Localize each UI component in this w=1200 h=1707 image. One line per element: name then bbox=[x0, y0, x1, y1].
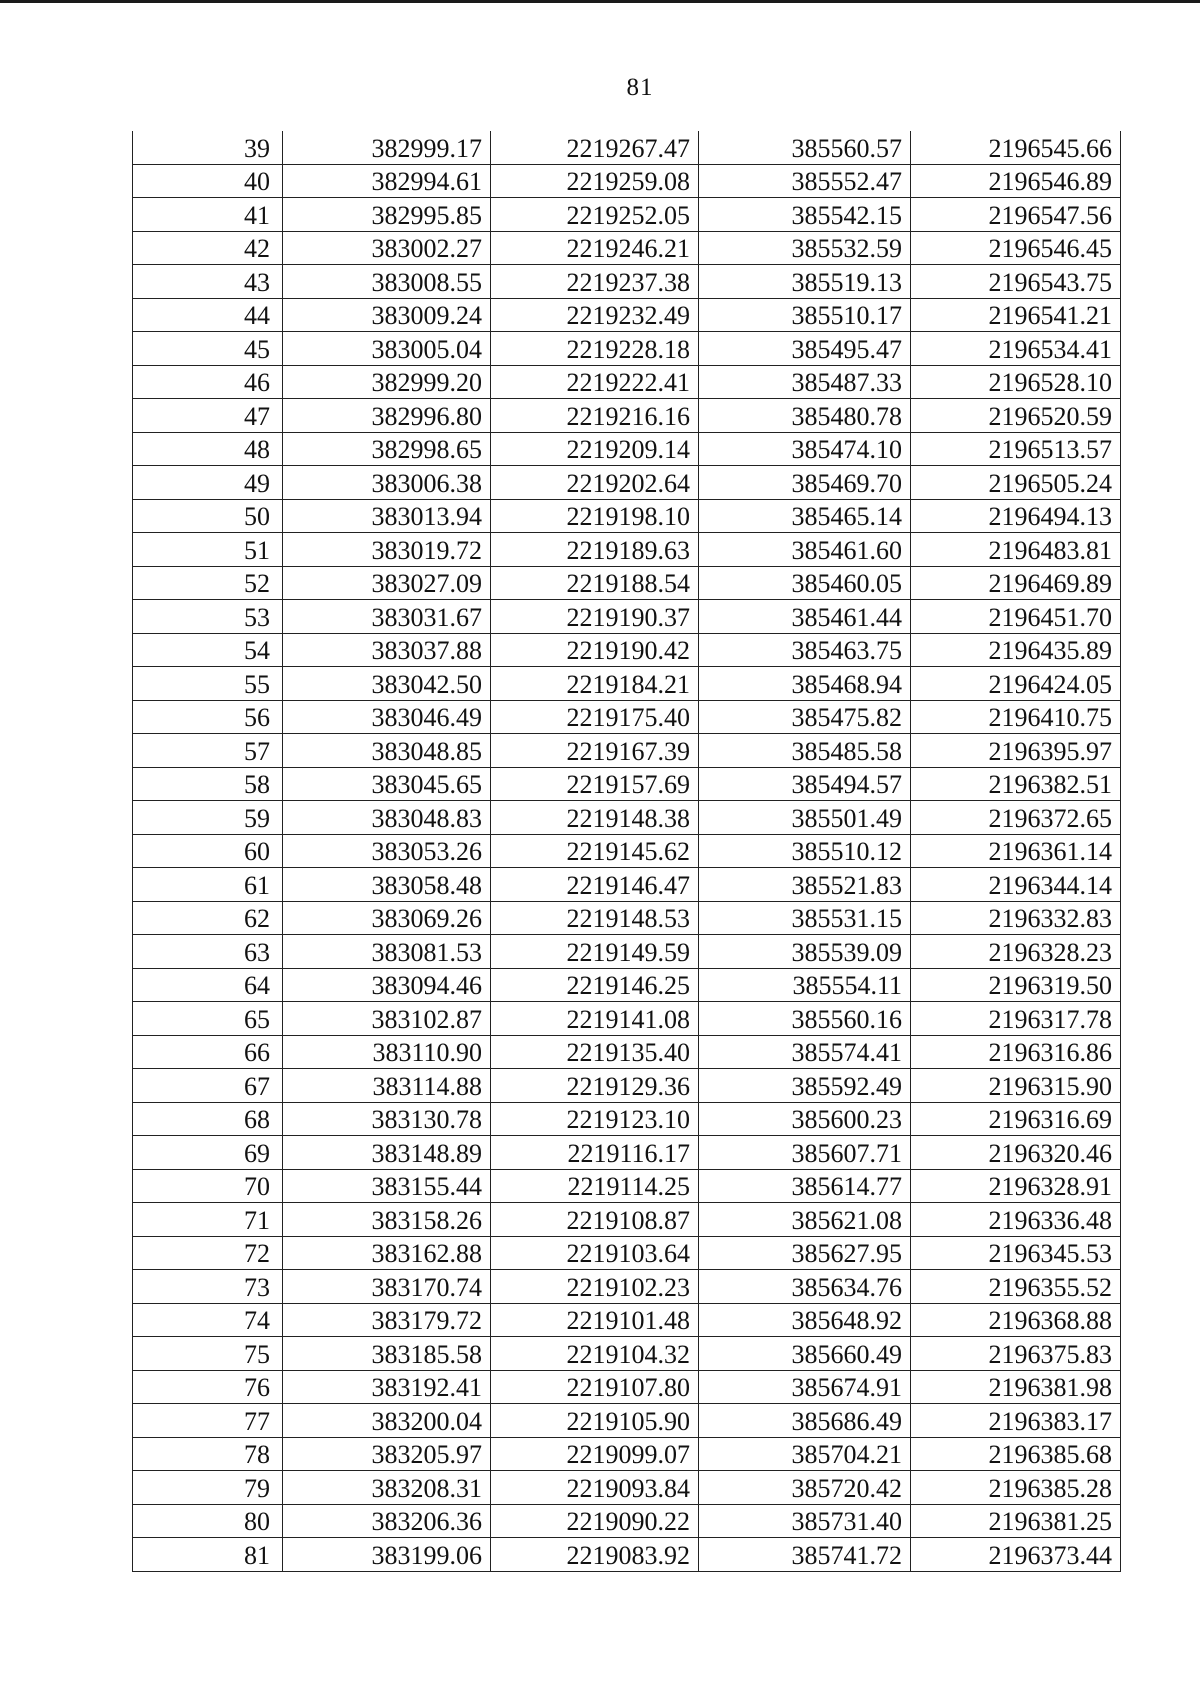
point-number-cell: 61 bbox=[133, 868, 283, 902]
y2-coordinate-cell: 2196328.23 bbox=[911, 935, 1121, 969]
x2-coordinate-cell: 385468.94 bbox=[699, 667, 911, 701]
x1-coordinate-cell: 383114.88 bbox=[283, 1069, 491, 1103]
x2-coordinate-cell: 385704.21 bbox=[699, 1437, 911, 1471]
y2-coordinate-cell: 2196361.14 bbox=[911, 834, 1121, 868]
x1-coordinate-cell: 383110.90 bbox=[283, 1035, 491, 1069]
y2-coordinate-cell: 2196469.89 bbox=[911, 566, 1121, 600]
y2-coordinate-cell: 2196381.25 bbox=[911, 1504, 1121, 1538]
point-number-cell: 67 bbox=[133, 1069, 283, 1103]
point-number-cell: 42 bbox=[133, 231, 283, 265]
table-row bbox=[133, 1002, 1121, 1036]
y2-coordinate-cell: 2196332.83 bbox=[911, 901, 1121, 935]
point-number-cell: 71 bbox=[133, 1203, 283, 1237]
y2-coordinate-cell: 2196385.68 bbox=[911, 1437, 1121, 1471]
x2-coordinate-cell: 385487.33 bbox=[699, 365, 911, 399]
page-top-edge bbox=[0, 0, 1200, 3]
y1-coordinate-cell: 2219141.08 bbox=[491, 1002, 699, 1036]
y1-coordinate-cell: 2219114.25 bbox=[491, 1169, 699, 1203]
point-number-cell: 45 bbox=[133, 332, 283, 366]
table-row bbox=[133, 499, 1121, 533]
x1-coordinate-cell: 383130.78 bbox=[283, 1102, 491, 1136]
y2-coordinate-cell: 2196528.10 bbox=[911, 365, 1121, 399]
point-number-cell: 48 bbox=[133, 432, 283, 466]
y1-coordinate-cell: 2219145.62 bbox=[491, 834, 699, 868]
x2-coordinate-cell: 385560.57 bbox=[699, 131, 911, 164]
table-row bbox=[133, 633, 1121, 667]
point-number-cell: 52 bbox=[133, 566, 283, 600]
y2-coordinate-cell: 2196410.75 bbox=[911, 700, 1121, 734]
table-row bbox=[133, 365, 1121, 399]
y1-coordinate-cell: 2219222.41 bbox=[491, 365, 699, 399]
x2-coordinate-cell: 385521.83 bbox=[699, 868, 911, 902]
x2-coordinate-cell: 385741.72 bbox=[699, 1538, 911, 1572]
x2-coordinate-cell: 385731.40 bbox=[699, 1504, 911, 1538]
point-number-cell: 53 bbox=[133, 600, 283, 634]
x1-coordinate-cell: 382994.61 bbox=[283, 164, 491, 198]
x1-coordinate-cell: 383037.88 bbox=[283, 633, 491, 667]
y2-coordinate-cell: 2196368.88 bbox=[911, 1303, 1121, 1337]
table-row bbox=[133, 901, 1121, 935]
point-number-cell: 81 bbox=[133, 1538, 283, 1572]
x1-coordinate-cell: 383094.46 bbox=[283, 968, 491, 1002]
table-row bbox=[133, 1404, 1121, 1438]
y2-coordinate-cell: 2196545.66 bbox=[911, 131, 1121, 164]
y1-coordinate-cell: 2219228.18 bbox=[491, 332, 699, 366]
point-number-cell: 54 bbox=[133, 633, 283, 667]
point-number-cell: 55 bbox=[133, 667, 283, 701]
x2-coordinate-cell: 385495.47 bbox=[699, 332, 911, 366]
y2-coordinate-cell: 2196513.57 bbox=[911, 432, 1121, 466]
table-row bbox=[133, 298, 1121, 332]
y1-coordinate-cell: 2219146.25 bbox=[491, 968, 699, 1002]
x1-coordinate-cell: 383042.50 bbox=[283, 667, 491, 701]
x1-coordinate-cell: 383005.04 bbox=[283, 332, 491, 366]
y2-coordinate-cell: 2196520.59 bbox=[911, 399, 1121, 433]
x1-coordinate-cell: 383058.48 bbox=[283, 868, 491, 902]
x2-coordinate-cell: 385501.49 bbox=[699, 801, 911, 835]
table-row bbox=[133, 198, 1121, 232]
point-number-cell: 77 bbox=[133, 1404, 283, 1438]
table-row bbox=[133, 1270, 1121, 1304]
y1-coordinate-cell: 2219149.59 bbox=[491, 935, 699, 969]
y2-coordinate-cell: 2196344.14 bbox=[911, 868, 1121, 902]
x1-coordinate-cell: 383179.72 bbox=[283, 1303, 491, 1337]
point-number-cell: 41 bbox=[133, 198, 283, 232]
y1-coordinate-cell: 2219103.64 bbox=[491, 1236, 699, 1270]
y1-coordinate-cell: 2219090.22 bbox=[491, 1504, 699, 1538]
y2-coordinate-cell: 2196483.81 bbox=[911, 533, 1121, 567]
y1-coordinate-cell: 2219146.47 bbox=[491, 868, 699, 902]
y2-coordinate-cell: 2196541.21 bbox=[911, 298, 1121, 332]
x1-coordinate-cell: 383048.85 bbox=[283, 734, 491, 768]
y1-coordinate-cell: 2219246.21 bbox=[491, 231, 699, 265]
y1-coordinate-cell: 2219107.80 bbox=[491, 1370, 699, 1404]
y2-coordinate-cell: 2196534.41 bbox=[911, 332, 1121, 366]
y1-coordinate-cell: 2219101.48 bbox=[491, 1303, 699, 1337]
table-row bbox=[133, 801, 1121, 835]
table-row bbox=[133, 1136, 1121, 1170]
x2-coordinate-cell: 385686.49 bbox=[699, 1404, 911, 1438]
x1-coordinate-cell: 383205.97 bbox=[283, 1437, 491, 1471]
x2-coordinate-cell: 385600.23 bbox=[699, 1102, 911, 1136]
point-number-cell: 51 bbox=[133, 533, 283, 567]
x2-coordinate-cell: 385554.11 bbox=[699, 968, 911, 1002]
y1-coordinate-cell: 2219198.10 bbox=[491, 499, 699, 533]
table-row bbox=[133, 767, 1121, 801]
y1-coordinate-cell: 2219209.14 bbox=[491, 432, 699, 466]
x2-coordinate-cell: 385480.78 bbox=[699, 399, 911, 433]
y2-coordinate-cell: 2196375.83 bbox=[911, 1337, 1121, 1371]
y2-coordinate-cell: 2196451.70 bbox=[911, 600, 1121, 634]
coordinate-table bbox=[132, 131, 1121, 1572]
table-row bbox=[133, 164, 1121, 198]
point-number-cell: 75 bbox=[133, 1337, 283, 1371]
x1-coordinate-cell: 383170.74 bbox=[283, 1270, 491, 1304]
y1-coordinate-cell: 2219190.42 bbox=[491, 633, 699, 667]
x1-coordinate-cell: 383081.53 bbox=[283, 935, 491, 969]
x2-coordinate-cell: 385627.95 bbox=[699, 1236, 911, 1270]
y1-coordinate-cell: 2219189.63 bbox=[491, 533, 699, 567]
y2-coordinate-cell: 2196385.28 bbox=[911, 1471, 1121, 1505]
y1-coordinate-cell: 2219188.54 bbox=[491, 566, 699, 600]
y2-coordinate-cell: 2196336.48 bbox=[911, 1203, 1121, 1237]
x2-coordinate-cell: 385648.92 bbox=[699, 1303, 911, 1337]
point-number-cell: 64 bbox=[133, 968, 283, 1002]
x2-coordinate-cell: 385621.08 bbox=[699, 1203, 911, 1237]
table-row bbox=[133, 1337, 1121, 1371]
y2-coordinate-cell: 2196547.56 bbox=[911, 198, 1121, 232]
x2-coordinate-cell: 385465.14 bbox=[699, 499, 911, 533]
x2-coordinate-cell: 385519.13 bbox=[699, 265, 911, 299]
point-number-cell: 72 bbox=[133, 1236, 283, 1270]
y2-coordinate-cell: 2196328.91 bbox=[911, 1169, 1121, 1203]
point-number-cell: 47 bbox=[133, 399, 283, 433]
table-row bbox=[133, 600, 1121, 634]
y1-coordinate-cell: 2219148.38 bbox=[491, 801, 699, 835]
x2-coordinate-cell: 385494.57 bbox=[699, 767, 911, 801]
x2-coordinate-cell: 385720.42 bbox=[699, 1471, 911, 1505]
x1-coordinate-cell: 383027.09 bbox=[283, 566, 491, 600]
x1-coordinate-cell: 382998.65 bbox=[283, 432, 491, 466]
y2-coordinate-cell: 2196383.17 bbox=[911, 1404, 1121, 1438]
x2-coordinate-cell: 385592.49 bbox=[699, 1069, 911, 1103]
y1-coordinate-cell: 2219123.10 bbox=[491, 1102, 699, 1136]
y2-coordinate-cell: 2196494.13 bbox=[911, 499, 1121, 533]
x1-coordinate-cell: 383019.72 bbox=[283, 533, 491, 567]
x2-coordinate-cell: 385560.16 bbox=[699, 1002, 911, 1036]
x2-coordinate-cell: 385485.58 bbox=[699, 734, 911, 768]
x2-coordinate-cell: 385463.75 bbox=[699, 633, 911, 667]
x2-coordinate-cell: 385531.15 bbox=[699, 901, 911, 935]
y2-coordinate-cell: 2196505.24 bbox=[911, 466, 1121, 500]
x2-coordinate-cell: 385532.59 bbox=[699, 231, 911, 265]
point-number-cell: 68 bbox=[133, 1102, 283, 1136]
table-row bbox=[133, 466, 1121, 500]
x1-coordinate-cell: 383002.27 bbox=[283, 231, 491, 265]
table-row bbox=[133, 566, 1121, 600]
point-number-cell: 63 bbox=[133, 935, 283, 969]
table-row bbox=[133, 332, 1121, 366]
x1-coordinate-cell: 383208.31 bbox=[283, 1471, 491, 1505]
y1-coordinate-cell: 2219232.49 bbox=[491, 298, 699, 332]
point-number-cell: 46 bbox=[133, 365, 283, 399]
y2-coordinate-cell: 2196435.89 bbox=[911, 633, 1121, 667]
x1-coordinate-cell: 383200.04 bbox=[283, 1404, 491, 1438]
y2-coordinate-cell: 2196315.90 bbox=[911, 1069, 1121, 1103]
y2-coordinate-cell: 2196381.98 bbox=[911, 1370, 1121, 1404]
x1-coordinate-cell: 383199.06 bbox=[283, 1538, 491, 1572]
y2-coordinate-cell: 2196345.53 bbox=[911, 1236, 1121, 1270]
x2-coordinate-cell: 385634.76 bbox=[699, 1270, 911, 1304]
y1-coordinate-cell: 2219102.23 bbox=[491, 1270, 699, 1304]
x2-coordinate-cell: 385461.44 bbox=[699, 600, 911, 634]
y1-coordinate-cell: 2219175.40 bbox=[491, 700, 699, 734]
table-row bbox=[133, 868, 1121, 902]
y1-coordinate-cell: 2219167.39 bbox=[491, 734, 699, 768]
y2-coordinate-cell: 2196316.86 bbox=[911, 1035, 1121, 1069]
table-row bbox=[133, 533, 1121, 567]
table-row bbox=[133, 1504, 1121, 1538]
coordinate-table-body bbox=[133, 131, 1121, 1571]
table-row bbox=[133, 1471, 1121, 1505]
table-row bbox=[133, 935, 1121, 969]
y1-coordinate-cell: 2219252.05 bbox=[491, 198, 699, 232]
x2-coordinate-cell: 385510.12 bbox=[699, 834, 911, 868]
point-number-cell: 80 bbox=[133, 1504, 283, 1538]
point-number-cell: 73 bbox=[133, 1270, 283, 1304]
x1-coordinate-cell: 383031.67 bbox=[283, 600, 491, 634]
y2-coordinate-cell: 2196546.89 bbox=[911, 164, 1121, 198]
table-row bbox=[133, 131, 1121, 164]
x1-coordinate-cell: 382999.20 bbox=[283, 365, 491, 399]
point-number-cell: 66 bbox=[133, 1035, 283, 1069]
y1-coordinate-cell: 2219148.53 bbox=[491, 901, 699, 935]
x1-coordinate-cell: 383148.89 bbox=[283, 1136, 491, 1170]
point-number-cell: 62 bbox=[133, 901, 283, 935]
y2-coordinate-cell: 2196373.44 bbox=[911, 1538, 1121, 1572]
x1-coordinate-cell: 383206.36 bbox=[283, 1504, 491, 1538]
x1-coordinate-cell: 383048.83 bbox=[283, 801, 491, 835]
x1-coordinate-cell: 383045.65 bbox=[283, 767, 491, 801]
x2-coordinate-cell: 385539.09 bbox=[699, 935, 911, 969]
y1-coordinate-cell: 2219116.17 bbox=[491, 1136, 699, 1170]
x1-coordinate-cell: 383155.44 bbox=[283, 1169, 491, 1203]
table-row bbox=[133, 968, 1121, 1002]
x2-coordinate-cell: 385510.17 bbox=[699, 298, 911, 332]
y1-coordinate-cell: 2219099.07 bbox=[491, 1437, 699, 1471]
x1-coordinate-cell: 383158.26 bbox=[283, 1203, 491, 1237]
y1-coordinate-cell: 2219267.47 bbox=[491, 131, 699, 164]
x1-coordinate-cell: 383162.88 bbox=[283, 1236, 491, 1270]
point-number-cell: 39 bbox=[133, 131, 283, 164]
y2-coordinate-cell: 2196382.51 bbox=[911, 767, 1121, 801]
table-row bbox=[133, 399, 1121, 433]
table-row bbox=[133, 1169, 1121, 1203]
table-row bbox=[133, 1538, 1121, 1572]
table-row bbox=[133, 231, 1121, 265]
x1-coordinate-cell: 383008.55 bbox=[283, 265, 491, 299]
point-number-cell: 44 bbox=[133, 298, 283, 332]
x2-coordinate-cell: 385552.47 bbox=[699, 164, 911, 198]
y1-coordinate-cell: 2219202.64 bbox=[491, 466, 699, 500]
point-number-cell: 60 bbox=[133, 834, 283, 868]
table-row bbox=[133, 1437, 1121, 1471]
x2-coordinate-cell: 385660.49 bbox=[699, 1337, 911, 1371]
point-number-cell: 78 bbox=[133, 1437, 283, 1471]
x2-coordinate-cell: 385475.82 bbox=[699, 700, 911, 734]
y2-coordinate-cell: 2196316.69 bbox=[911, 1102, 1121, 1136]
y2-coordinate-cell: 2196543.75 bbox=[911, 265, 1121, 299]
x1-coordinate-cell: 383102.87 bbox=[283, 1002, 491, 1036]
y1-coordinate-cell: 2219104.32 bbox=[491, 1337, 699, 1371]
table-row bbox=[133, 667, 1121, 701]
table-row bbox=[133, 1035, 1121, 1069]
point-number-cell: 57 bbox=[133, 734, 283, 768]
y2-coordinate-cell: 2196317.78 bbox=[911, 1002, 1121, 1036]
page-number: 81 bbox=[626, 74, 654, 101]
point-number-cell: 56 bbox=[133, 700, 283, 734]
point-number-cell: 79 bbox=[133, 1471, 283, 1505]
table-row bbox=[133, 1236, 1121, 1270]
point-number-cell: 70 bbox=[133, 1169, 283, 1203]
point-number-cell: 76 bbox=[133, 1370, 283, 1404]
y2-coordinate-cell: 2196320.46 bbox=[911, 1136, 1121, 1170]
y2-coordinate-cell: 2196424.05 bbox=[911, 667, 1121, 701]
y1-coordinate-cell: 2219259.08 bbox=[491, 164, 699, 198]
point-number-cell: 65 bbox=[133, 1002, 283, 1036]
point-number-cell: 69 bbox=[133, 1136, 283, 1170]
y1-coordinate-cell: 2219237.38 bbox=[491, 265, 699, 299]
y2-coordinate-cell: 2196395.97 bbox=[911, 734, 1121, 768]
table-row bbox=[133, 432, 1121, 466]
x2-coordinate-cell: 385574.41 bbox=[699, 1035, 911, 1069]
x1-coordinate-cell: 383192.41 bbox=[283, 1370, 491, 1404]
y1-coordinate-cell: 2219184.21 bbox=[491, 667, 699, 701]
table-row bbox=[133, 834, 1121, 868]
x2-coordinate-cell: 385614.77 bbox=[699, 1169, 911, 1203]
x1-coordinate-cell: 383009.24 bbox=[283, 298, 491, 332]
x1-coordinate-cell: 383046.49 bbox=[283, 700, 491, 734]
y2-coordinate-cell: 2196372.65 bbox=[911, 801, 1121, 835]
y1-coordinate-cell: 2219105.90 bbox=[491, 1404, 699, 1438]
y1-coordinate-cell: 2219135.40 bbox=[491, 1035, 699, 1069]
point-number-cell: 58 bbox=[133, 767, 283, 801]
y2-coordinate-cell: 2196319.50 bbox=[911, 968, 1121, 1002]
point-number-cell: 43 bbox=[133, 265, 283, 299]
table-row bbox=[133, 1069, 1121, 1103]
point-number-cell: 40 bbox=[133, 164, 283, 198]
table-row bbox=[133, 265, 1121, 299]
x2-coordinate-cell: 385474.10 bbox=[699, 432, 911, 466]
x1-coordinate-cell: 382999.17 bbox=[283, 131, 491, 164]
x1-coordinate-cell: 383069.26 bbox=[283, 901, 491, 935]
y1-coordinate-cell: 2219129.36 bbox=[491, 1069, 699, 1103]
y1-coordinate-cell: 2219083.92 bbox=[491, 1538, 699, 1572]
y2-coordinate-cell: 2196546.45 bbox=[911, 231, 1121, 265]
y1-coordinate-cell: 2219216.16 bbox=[491, 399, 699, 433]
x2-coordinate-cell: 385460.05 bbox=[699, 566, 911, 600]
point-number-cell: 49 bbox=[133, 466, 283, 500]
y1-coordinate-cell: 2219093.84 bbox=[491, 1471, 699, 1505]
y2-coordinate-cell: 2196355.52 bbox=[911, 1270, 1121, 1304]
x1-coordinate-cell: 383185.58 bbox=[283, 1337, 491, 1371]
x1-coordinate-cell: 383053.26 bbox=[283, 834, 491, 868]
table-row bbox=[133, 700, 1121, 734]
y1-coordinate-cell: 2219108.87 bbox=[491, 1203, 699, 1237]
x1-coordinate-cell: 383013.94 bbox=[283, 499, 491, 533]
table-row bbox=[133, 1102, 1121, 1136]
x1-coordinate-cell: 383006.38 bbox=[283, 466, 491, 500]
x2-coordinate-cell: 385469.70 bbox=[699, 466, 911, 500]
table-row bbox=[133, 734, 1121, 768]
x2-coordinate-cell: 385542.15 bbox=[699, 198, 911, 232]
table-row bbox=[133, 1303, 1121, 1337]
x2-coordinate-cell: 385461.60 bbox=[699, 533, 911, 567]
table-row bbox=[133, 1370, 1121, 1404]
point-number-cell: 74 bbox=[133, 1303, 283, 1337]
x2-coordinate-cell: 385674.91 bbox=[699, 1370, 911, 1404]
point-number-cell: 50 bbox=[133, 499, 283, 533]
point-number-cell: 59 bbox=[133, 801, 283, 835]
y1-coordinate-cell: 2219157.69 bbox=[491, 767, 699, 801]
x1-coordinate-cell: 382996.80 bbox=[283, 399, 491, 433]
table-row bbox=[133, 1203, 1121, 1237]
y1-coordinate-cell: 2219190.37 bbox=[491, 600, 699, 634]
x1-coordinate-cell: 382995.85 bbox=[283, 198, 491, 232]
x2-coordinate-cell: 385607.71 bbox=[699, 1136, 911, 1170]
